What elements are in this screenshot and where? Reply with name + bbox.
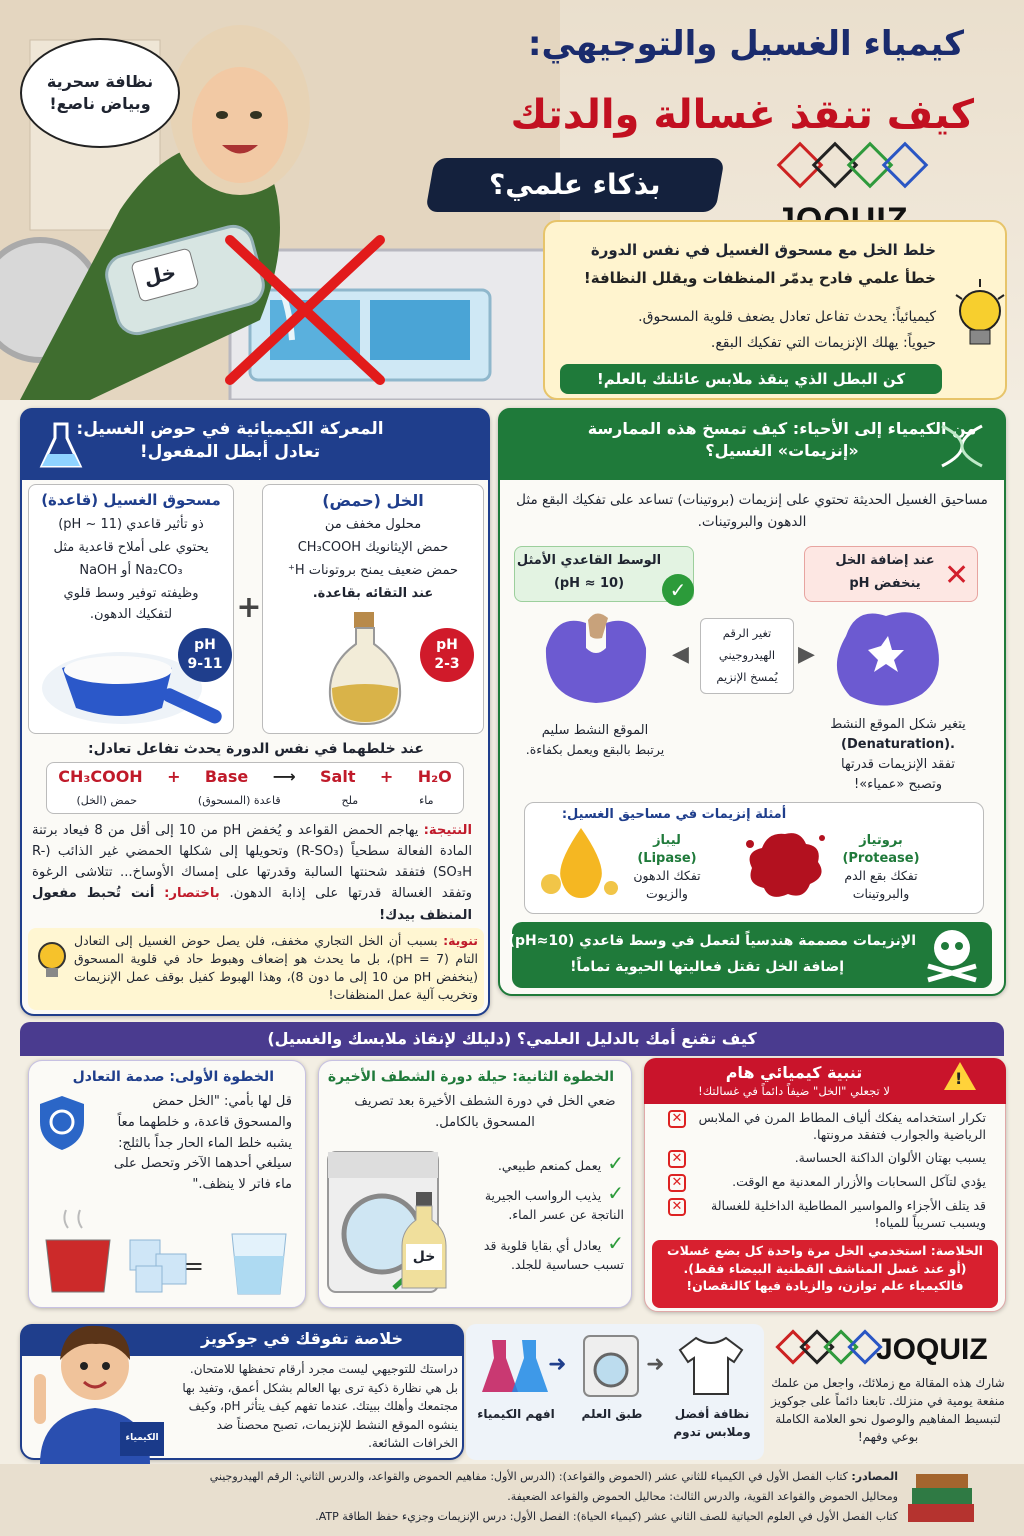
x-icon: ✕ [668,1150,686,1168]
check-icon: ✓ [662,574,694,606]
alert-item-text: يؤدي لتآكل السحابات والأزرار المعدنية مع الوقت. [732,1173,986,1189]
sources-line1 [118,1470,898,1485]
cross-icon: ✕ [944,558,970,593]
sources-line2: ومحاليل الحموض والقواعد القوية، والدرس الثالث: محاليل الحموض والقواعد الضعيفة. [507,1490,898,1503]
result-block [32,820,472,926]
short-text: أنت تُحبط مفعول المنظف بيدك! [32,886,472,923]
active-l2: يرتبط بالبقع ويعمل بكفاءة. [525,742,665,757]
lipase-name: ليباز [653,833,681,848]
sources-label: المصادر: [851,1470,898,1483]
share-text: شارك هذه المقالة مع زملائك، واجعل من علمك منفعة يومية في منزلك. تابعنا دائماً على جوكويز لتبسيط المفاهيم والوصول نحو العلامة الكاملة بوعي وفهم! [771,1376,1005,1444]
blood-stain-icon [740,824,830,904]
step2-b1-text: يعمل كمنعم طبيعي. [497,1158,602,1173]
flow-arrow-1: ➜ [548,1352,567,1377]
beakers-icon [482,1334,552,1398]
alert-item [660,1110,986,1144]
eq-plus2: + [379,767,394,786]
powder-ph-badge [178,628,232,682]
denat-l3: تفقد الإنزيمات قدرتها [841,757,955,772]
eq-d: H₂O [417,767,452,786]
denat-l2: (Denaturation). [841,737,955,752]
center-l2: الهيدروجيني [718,648,776,662]
chem-panel-header [20,408,490,480]
powder-ph: pH 9-11 [187,637,223,672]
chem-title2: تعادل أبطل المفعول! [139,441,321,462]
note-label: تنوية: [443,933,478,948]
protease-name: بروتياز [859,833,903,848]
note-lightbulb-icon [32,936,72,988]
enzyme-denatured-icon [826,606,946,710]
books-icon [902,1470,980,1530]
vinegar-l4: عند التقائه بقاعدة. [312,586,434,601]
oil-drop-icon [536,824,626,904]
optimal-l2: (pH ≈ 10) [553,576,625,591]
protease-en: (Protease) [842,851,920,866]
warning-line3: كيميائياً: يحدث تفاعل تعادل يضعف قلوية المسحوق. [638,309,936,325]
bio-title2: «إنزيمات» الغسيل؟ [705,440,859,460]
warning-cta [560,364,942,394]
svg-text:=: = [183,1252,204,1280]
bio-title1: من الكيمياء إلى الأحياء: كيف تمسخ هذه الممارسة [587,419,977,438]
title-highlight: بذكاء علمي؟ [489,168,661,202]
eq-plus1: + [167,767,181,786]
lipase-l1: تفكك الدهون [633,868,701,883]
alert-title: تنبية كيميائي هام [725,1063,863,1082]
alert-item-text: يسبب بهتان الألوان الداكنة الحساسة. [794,1149,986,1165]
flow-label-2: طبق العلم [581,1407,643,1421]
examples-title: أمثلة إنزيمات في مساحيق الغسيل: [561,807,787,822]
eq-arrow: ⟶ [272,767,296,786]
sources-line3: كتاب الفصل الأول في العلوم الحياتية للصف الثاني عشر (كيمياء الحياة): الفصل الأول: درس الإنزيمات وجزيء حفظ الطاقة ATP. [315,1510,898,1523]
double-arrow-icon-right: ▶ [798,642,815,667]
vinegar-ph-badge [420,628,474,682]
enzyme-active-icon [536,608,656,708]
active-l1: الموقع النشط سليم [541,723,649,738]
tshirt-icon [676,1334,746,1398]
bio-panel-header [498,408,1006,480]
bio-footer-l1: الإنزيمات مصممة هندسياً لتعمل في وسط قاعدي (pH≈10) [508,933,916,949]
eq-a-label: حمض (الخل) [76,794,138,807]
lipase-en: (Lipase) [637,851,697,866]
step1-title: الخطوة الأولى: صدمة التعادل [72,1069,274,1085]
vinegar-drop-l2: ينخفض pH [849,576,921,591]
alert-item [660,1198,986,1232]
summary-text: دراستك للتوجيهي ليست مجرد أرقام تحفظها للامتحان. بل هي نظارة ذكية ترى بها العالم بشكل أعمق، وتفيد بها مجتمعك وأهلك ببيتك. عندما تفهم كيف يتأثر pH، وكيف ينشوه الموقع النشط للإنزيمات، تصبح محصناً ضد الخرافات الشائعة. [182,1362,458,1451]
warning-line4: حيوياً: يهلك الإنزيمات التي تفكيك البقع. [710,335,936,351]
alert-conclusion: الخلاصة: استخدمي الخل مرة واحدة كل بضع غسلات (أو عند غسل المناشف القطنية البيضاء فقط). فالكيمياء علم توازن، والزيادة فيها كالنقصان! [667,1243,983,1293]
center-l3: يُمسخ الإنزيم [716,670,778,684]
plus-sign: + [236,590,262,625]
vinegar-l3: حمض ضعيف يمنح بروتونات H⁺ [287,563,459,578]
thought-bubble [20,38,180,148]
bio-intro: مساحيق الغسيل الحديثة تحتوي على إنزيمات (بروتينات) تساعد على تفكيك البقع مثل الدهون والبروتينات. [516,492,988,530]
sources-line1-text: كتاب الفصل الأول في الكيمياء للثاني عشر (الحموض والقواعد): (الدرس الأول: مفاهيم الحموض والقواعد، والدرس الثاني: الرقم الهيدروجيني [209,1470,848,1483]
alert-item [660,1174,986,1192]
step2-b3: ✓يعادل أي بقايا قلوية قد تسبب حساسية للجلد. [483,1231,624,1272]
step1-text: قل لها بأمي: "الخل حمض والمسحوق قاعدة، و خلطهما معاً يشبه خلط الماء الحار جداً بالثلج: سيلغي أحدهما الآخر وتحصل على ماء فاتر لا ينظف." [113,1094,292,1193]
eq-b: Base [204,767,249,786]
eq-d-label: ماء [419,794,434,807]
denat-l4: وتصبح «عمياء»! [853,777,942,792]
bubble-text: نظافة سحرية وبياض ناصع! [46,72,154,113]
step2-b2-text: يذيب الرواسب الجيرية الناتجة عن عسر الماء. [484,1188,624,1222]
warning-line1: خلط الخل مع مسحوق الغسيل في نفس الدورة [590,241,936,259]
chem-title1: المعركة الكيميائية في حوض الغسيل: [76,419,384,439]
alert-list [660,1110,986,1232]
vinegar-drop-l1: عند إضافة الخل [835,553,935,568]
x-icon: ✕ [668,1110,686,1128]
protease-l2: والبروتينات [852,886,910,901]
skull-icon [922,926,982,984]
protease-l1: تفكك بقع الدم [844,868,918,883]
book-label: الكيمياء [125,1433,159,1443]
step2-title: الخطوة الثانية: حيلة دورة الشطف الأخيرة [327,1069,614,1085]
mix-title: عند خلطهما في نفس الدورة يحدث تفاعل تعادل: [88,741,424,757]
cta-text: كن البطل الذي ينقذ ملابس عائلتك بالعلم! [596,369,906,388]
guide-title: كيف تقنع أمك بالدليل العلمي؟ (دليلك لإنقاذ ملابسك والغسيل) [267,1029,757,1048]
hot-tea-ice-icon [36,1200,298,1300]
double-arrow-icon: ◀ [672,642,689,667]
eq-c: Salt [320,767,356,786]
step2-b2: ✓يذيب الرواسب الجيرية الناتجة عن عسر الماء. [484,1181,624,1222]
powder-l3: Na₂CO₃ أو NaOH [79,563,183,578]
x-icon: ✕ [668,1174,686,1192]
bio-footer-l2: إضافة الخل تقتل فعاليتها الحيوية تماماً! [570,959,844,975]
bottle-label: خل [141,259,179,291]
optimal-l1: الوسط القاعدي الأمثل [516,553,662,568]
powder-l4: وظيفته توفير وسط قلوي [63,586,199,601]
powder-l5: لتفكيك الدهون. [89,607,173,622]
powder-title: مسحوق الغسيل (قاعدة) [41,491,221,509]
page-title-line3 [425,158,725,212]
warning-line2: خطأ علمي فادح يدمّر المنظفات ويقلل النظافة! [583,269,936,287]
shield-refresh-icon [34,1092,90,1152]
vinegar-l1: محلول مخفف من [324,517,422,532]
joquiz-logo-icon [775,140,935,200]
alert-item-text: قد يتلف الأجزاء والمواسير المطاطية الداخلية للغسالة ويسبب تسريباً للمياه! [711,1197,986,1230]
flow-label-3b: وملابس تدوم [673,1425,751,1439]
center-l1: تغير الرقم [722,626,772,640]
vinegar-title: الخل (حمض) [322,491,424,510]
equation-row [46,766,464,788]
vinegar-ph: pH 2-3 [434,637,460,672]
flow-arrow-2: ➜ [646,1352,665,1377]
summary-title: خلاصة تفوقك في جوكويز [200,1329,403,1348]
vinegar-jar-icon [320,608,410,728]
note-text: بسبب أن الخل التجاري مخفف، فلن يصل حوض الغسيل إلى التعادل التام (pH = 7)، بل ما يحدث هو إضعاف وهبوط حاد في قلوية المسحوق (ينخفض pH من 10 إلى ما دون 8)، وهذا الهبوط كفيل بوقف عمل الإنزيمات وتخريب آلية عمل المنظفات! [74,933,478,1003]
step2-b1: ✓يعمل كمنعم طبيعي. [497,1151,624,1175]
lipase-l2: والزيوت [646,886,688,901]
short-label: باختصار: [164,886,220,902]
page-title-line2: كيف تنقذ غسالة والدتك [510,92,974,138]
alert-sub: لا تجعلي "الخل" ضيفاً دائماً في غسالتك! [698,1084,890,1098]
lightbulb-icon [950,275,1010,365]
step2-bottle-label: خل [412,1249,436,1265]
step2-b3-text: يعادل أي بقايا قلوية قد تسبب حساسية للجلد. [483,1238,624,1272]
page-title-line1: كيمياء الغسيل والتوجيهي: [527,24,964,64]
result-text: يهاجم الحمض القواعد و يُخفض pH من 10 إلى أقل من 8 فيعاد برتنة المادة الفعالة سطحياً (R-SO₃) وتحويلها إلى شكلها الحمضي غير الذائب (R-SO₃H) فتفقد شحنتها السالبة وقدرتها على إمساك الأوساخ... تتلاشى الرغوة وتفقد الغسالة قدرتها على إذابة الدهون. [32,823,472,902]
result-label: النتيجة: [423,823,472,838]
flow-label-1: افهم الكيمياء [477,1407,555,1421]
washer-small-icon [582,1334,640,1398]
note-block [74,932,478,1005]
flow-label-3a: نظافة أفضل [674,1407,750,1421]
x-icon: ✕ [668,1198,686,1216]
eq-a: CH₃COOH [58,767,143,786]
powder-l2: يحتوي على أملاح قاعدية مثل [53,540,209,555]
powder-l1: ذو تأثير قاعدي (11 ~ pH) [58,517,204,532]
dna-icon [932,416,992,476]
equation-labels [46,794,464,809]
vinegar-l2: حمض الإيثانويك CH₃COOH [297,540,449,555]
alert-item [660,1150,986,1168]
eq-b-label: قاعدة (المسحوق) [197,794,281,807]
step2-text: ضعي الخل في دورة الشطف الأخيرة بعد تصريف المسحوق بالكامل. [354,1094,616,1130]
joquiz-logo-icon-bottom [774,1328,884,1372]
brand-bottom: JOQUIZ [876,1333,988,1366]
warning-triangle-mark: ! [955,1069,963,1088]
denat-l1: يتغير شكل الموقع النشط [830,717,966,732]
vinegar-bottle-icon [398,1190,450,1294]
eq-c-label: ملح [341,794,359,807]
flask-icon [38,420,84,472]
alert-item-text: تكرار استخدامه يفكك ألياف المطاط المرن في الملابس الرياضية والجوارب فتفقد مرونتها. [698,1110,986,1142]
